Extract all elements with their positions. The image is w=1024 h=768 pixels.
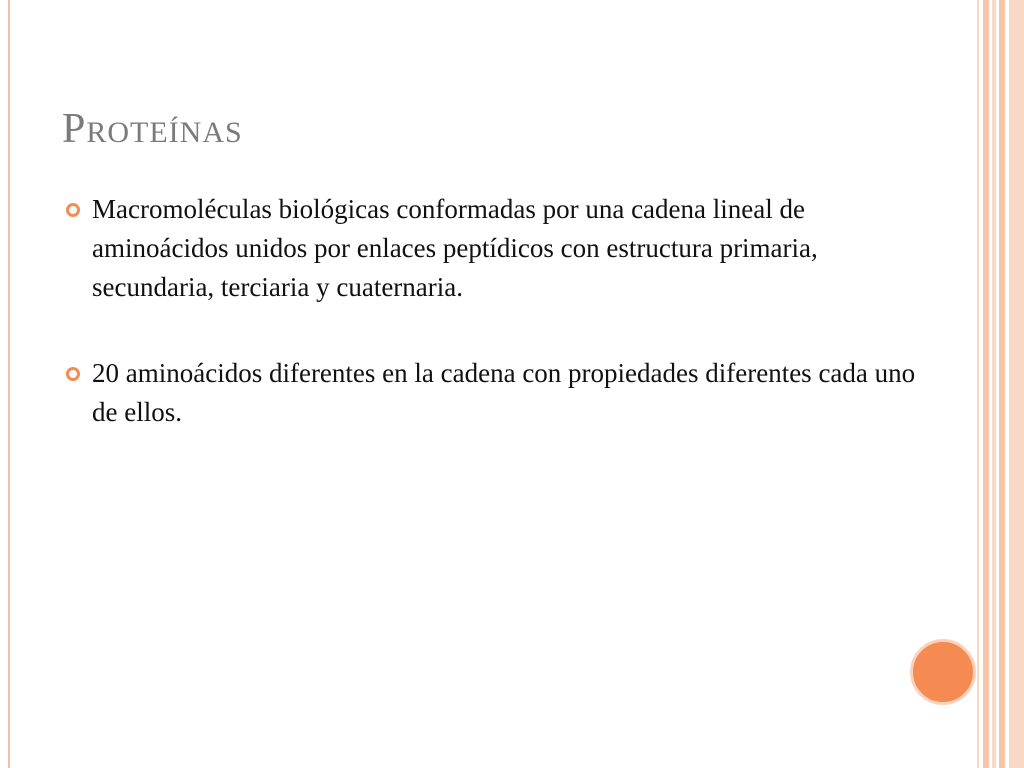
- right-stripe: [1009, 0, 1024, 768]
- left-frame-line: [8, 0, 10, 768]
- ring-bullet-icon: [65, 202, 81, 218]
- accent-orb-icon: [910, 639, 976, 705]
- bullet-text: 20 aminoácidos diferentes en la cadena con propiedades diferentes cada uno de ellos.: [92, 358, 916, 427]
- slide-title-rest: ROTEÍNAS: [86, 116, 243, 149]
- right-stripe: [992, 0, 996, 768]
- bullet-item: [62, 354, 942, 432]
- slide-title-initial: P: [62, 106, 87, 152]
- slide-title: [62, 104, 243, 154]
- ring-bullet-icon: [65, 366, 81, 382]
- right-stripe: [977, 0, 979, 768]
- right-stripe: [999, 0, 1005, 768]
- bullet-list: [62, 190, 942, 479]
- bullet-text: Macromoléculas biológicas conformadas por una cadena lineal de aminoácidos unidos por enlaces peptídicos con estructura primaria, secundaria, terciaria y cuaternaria.: [92, 194, 818, 302]
- right-stripe: [983, 0, 989, 768]
- bullet-item: [62, 190, 942, 307]
